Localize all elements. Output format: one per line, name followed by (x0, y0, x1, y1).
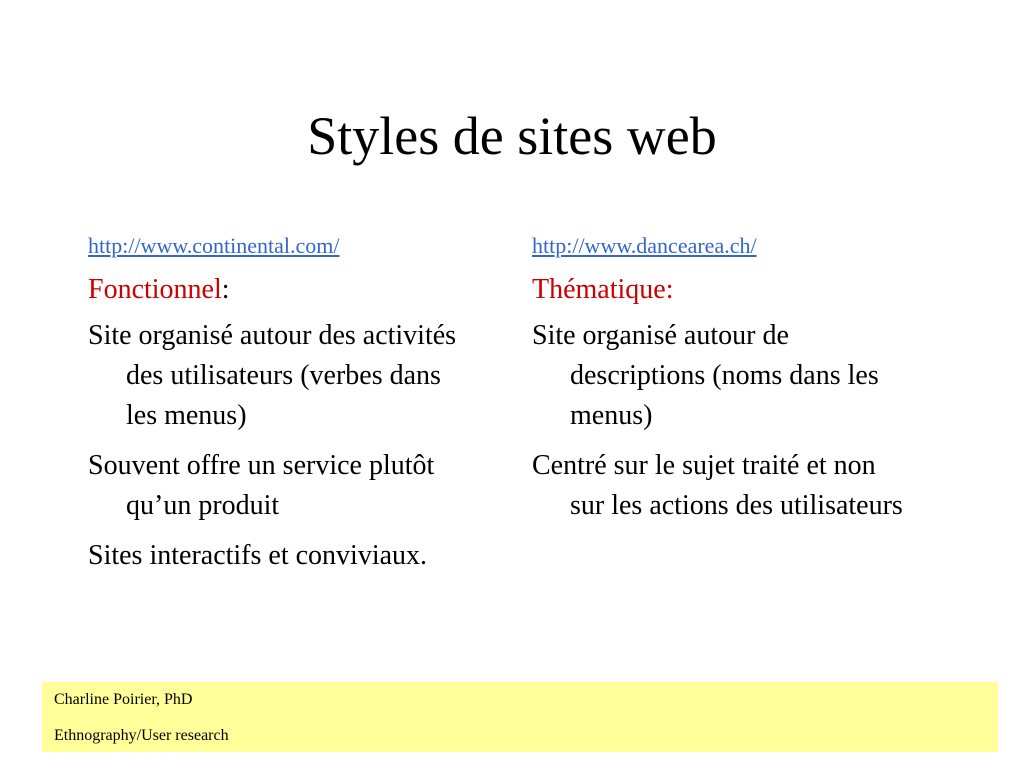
left-heading (88, 270, 468, 310)
list-item: Centré sur le sujet traité et non sur les actions des utilisateurs (532, 450, 903, 521)
list-item: Souvent offre un service plutôt qu’un produit (88, 450, 435, 521)
continental-link[interactable]: http://www.continental.com/ (88, 233, 340, 258)
list-item: Sites interactifs et conviviaux. (88, 540, 428, 571)
slide-title: Styles de sites web (307, 106, 717, 166)
footer-banner (42, 682, 998, 752)
right-column (532, 228, 912, 536)
list-item: Site organisé autour des activités des utilisateurs (verbes dans les menus) (88, 320, 457, 431)
left-column (88, 228, 468, 586)
left-bullet-list (88, 316, 468, 576)
list-item: Site organisé autour de descriptions (noms dans les menus) (532, 320, 879, 431)
left-heading-text: Fonctionnel (88, 274, 222, 305)
footer-subtitle: Ethnography/User research (54, 727, 229, 744)
right-heading-text: Thématique: (532, 274, 674, 305)
dancearea-link[interactable]: http://www.dancearea.ch/ (532, 233, 757, 258)
right-bullet-list (532, 316, 912, 526)
footer-author: Charline Poirier, PhD (54, 691, 193, 708)
left-heading-colon: : (221, 274, 230, 305)
right-heading (532, 270, 912, 310)
